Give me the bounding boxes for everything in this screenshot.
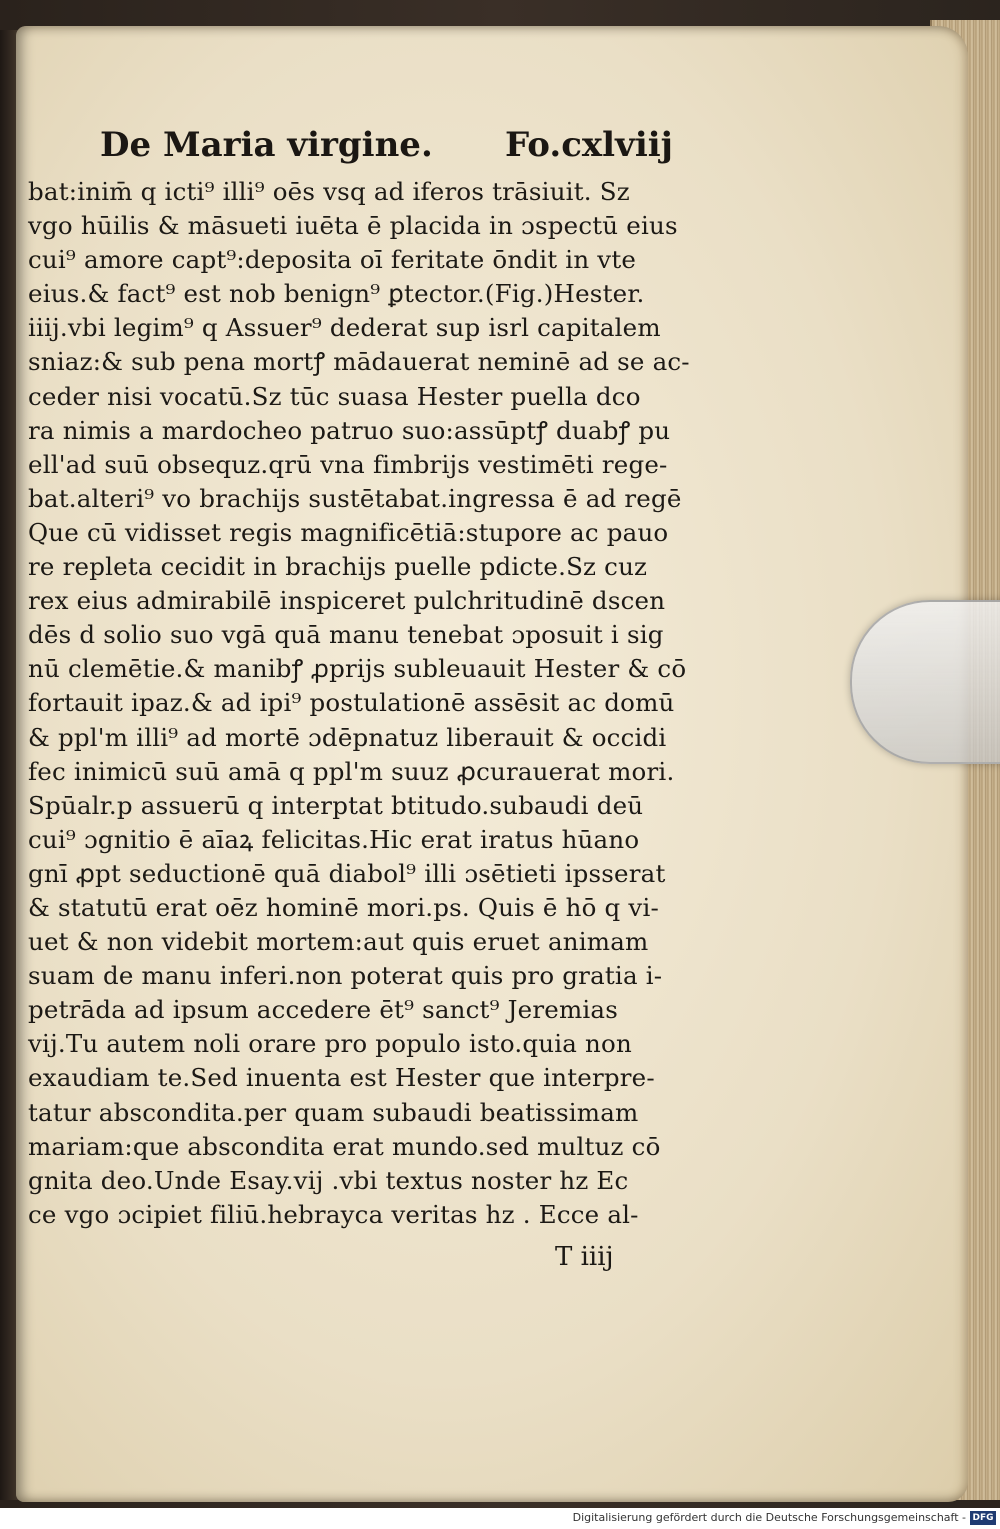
text-line: rex eius admirabilē inspiceret pulchritudinē dscen: [28, 586, 666, 616]
text-block: [28, 175, 728, 1232]
text-line: gnī ꝓpt seductionē quā diabol⁹ illi ɔsētieti ipsserat: [28, 858, 666, 888]
text-line: mariam:que abscondita erat mundo.sed multuz cō: [28, 1131, 661, 1161]
text-line: uet & non videbit mortem:aut quis eruet animam: [28, 927, 649, 957]
text-line: bat.alteri⁹ vo brachijs sustētabat.ingressa ē ad regē: [28, 483, 682, 513]
running-head: [100, 125, 720, 175]
running-head-title: De Maria virgine.: [100, 125, 433, 165]
footer-credit: Digitalisierung gefördert durch die Deutsche Forschungsgemeinschaft -: [572, 1511, 966, 1524]
text-line: re repleta cecidit in brachijs puelle pdicte.Sz cuz: [28, 552, 648, 582]
text-line: nū clemētie.& manibꝭ ꝓprijs subleuauit Hester & cō: [28, 654, 687, 684]
text-line: gnita deo.Unde Esay.vij .vbi textus noster hz Ec: [28, 1165, 629, 1195]
text-line: eius.& fact⁹ est nob benign⁹ ꝑtector.(Fig.)Hester.: [28, 279, 645, 309]
text-line: Que cū vidisset regis magnificētiā:stupore ac pauo: [28, 517, 669, 547]
text-line: vgo hūilis & māsueti iuēta ē placida in ɔspectū eius: [28, 211, 678, 241]
text-line: tatur abscondita.per quam subaudi beatissimam: [28, 1097, 639, 1127]
text-line: & ppl'm illi⁹ ad mortē ɔdēpnatuz liberauit & occidi: [28, 722, 667, 752]
text-line: cui⁹ ɔgnitio ē aīaꝝ felicitas.Hic erat iratus hūano: [28, 824, 640, 854]
text-line: sniaz:& sub pena mortꝭ mādauerat neminē ad se ac-: [28, 347, 690, 377]
page-clip: [850, 600, 1000, 764]
text-line: cui⁹ amore capt⁹:deposita oī feritate ōndit in vte: [28, 245, 637, 275]
text-line: bat:inim̄ q icti⁹ illi⁹ oēs vsq ad iferos trāsiuit. Sz: [28, 177, 630, 206]
dfg-logo: DFG: [970, 1511, 996, 1525]
text-line: fortauit ipaz.& ad ipi⁹ postulationē assēsit ac domū: [28, 688, 675, 718]
text-line: Spūalr.p assuerū q interptat btitudo.subaudi deū: [28, 790, 644, 820]
text-line: exaudiam te.Sed inuenta est Hester que interpre-: [28, 1063, 655, 1093]
text-line: iiij.vbi legim⁹ q Assuer⁹ dederat sup isrl capitalem: [28, 313, 661, 343]
text-line: dēs d solio suo vgā quā manu tenebat ɔposuit i sig: [28, 620, 664, 650]
text-line: ra nimis a mardocheo patruo suo:assūptꝭ duabꝭ pu: [28, 415, 671, 445]
text-line: suam de manu inferi.non poterat quis pro gratia i-: [28, 961, 663, 991]
text-line: ell'ad suū obsequz.qrū vna fimbrijs vestimēti rege-: [28, 449, 668, 479]
text-line: fec inimicū suū amā q ppl'm suuz ꝓcurauerat mori.: [28, 756, 675, 786]
text-line: ce vgo ɔcipiet filiū.hebrayca veritas hz . Ecce al-: [28, 1199, 639, 1229]
text-line: & statutū erat oēz hominē mori.ps. Quis ē hō q vi-: [28, 892, 659, 922]
text-line: vij.Tu autem noli orare pro populo isto.quia non: [28, 1029, 632, 1059]
folio-number: Fo.cxlviij: [505, 125, 673, 165]
signature-mark: T iiij: [555, 1242, 614, 1272]
footer-bar: [0, 1508, 1000, 1529]
text-line: ceder nisi vocatū.Sz tūc suasa Hester puella dco: [28, 381, 641, 411]
text-line: petrāda ad ipsum accedere ēt⁹ sanct⁹ Jeremias: [28, 995, 618, 1025]
